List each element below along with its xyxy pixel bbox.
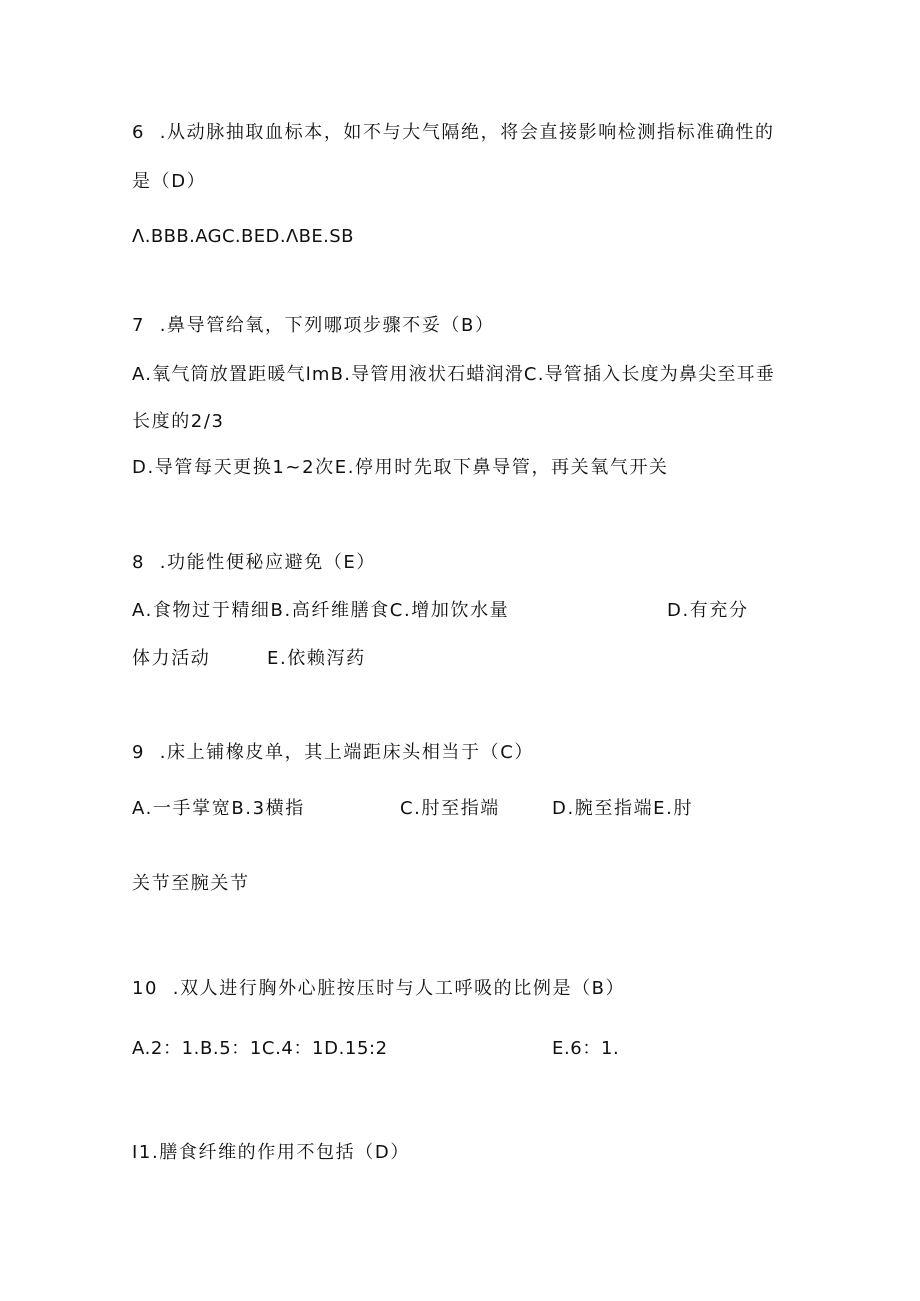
q10-options-b: E.6：1. xyxy=(552,1038,620,1059)
q6-stem-line1: 6 .从动脉抽取血标本，如不与大气隔绝，将会直接影响检测指标准确性的 xyxy=(132,122,775,143)
q11-stem: I1.膳食纤维的作用不包括（D） xyxy=(132,1142,410,1163)
q6-stem-line2: 是（D） xyxy=(132,171,207,192)
q9-options-line1-a: A.一手掌宽B.3横指 xyxy=(132,798,305,819)
q8-options-line1-b: D.有充分 xyxy=(667,600,749,621)
q8-stem: 8 .功能性便秘应避免（E） xyxy=(132,552,376,573)
q9-options-line1-b: C.肘至指端 xyxy=(400,798,500,819)
q9-stem: 9 .床上铺橡皮单，其上端距床头相当于（C） xyxy=(132,742,534,763)
q9-options-line2: 关节至腕关节 xyxy=(132,873,250,894)
q10-options-a: A.2：1.B.5：1C.4：1D.15:2 xyxy=(132,1038,388,1059)
q7-options-line3: D.导管每天更换1~2次E.停用时先取下鼻导管，再关氧气开关 xyxy=(132,457,669,478)
q7-stem: 7 .鼻导管给氧，下列哪项步骤不妥（B） xyxy=(132,315,495,336)
q9-options-line1-c: D.腕至指端E.肘 xyxy=(552,798,694,819)
q7-options-line2: 长度的2/3 xyxy=(132,411,225,432)
q8-options-line2-b: E.依赖泻药 xyxy=(267,648,366,669)
q10-stem: 10 .双人进行胸外心脏按压时与人工呼吸的比例是（B） xyxy=(132,978,626,999)
q7-options-line1: A.氧气筒放置距暖气lmB.导管用液状石蜡润滑C.导管插入长度为鼻尖至耳垂 xyxy=(132,364,776,385)
q8-options-line2-a: 体力活动 xyxy=(132,648,211,669)
q6-options: Λ.BBB.AGC.BED.ΛBE.SB xyxy=(132,226,354,247)
q8-options-line1-a: A.食物过于精细B.高纤维膳食C.增加饮水量 xyxy=(132,600,510,621)
